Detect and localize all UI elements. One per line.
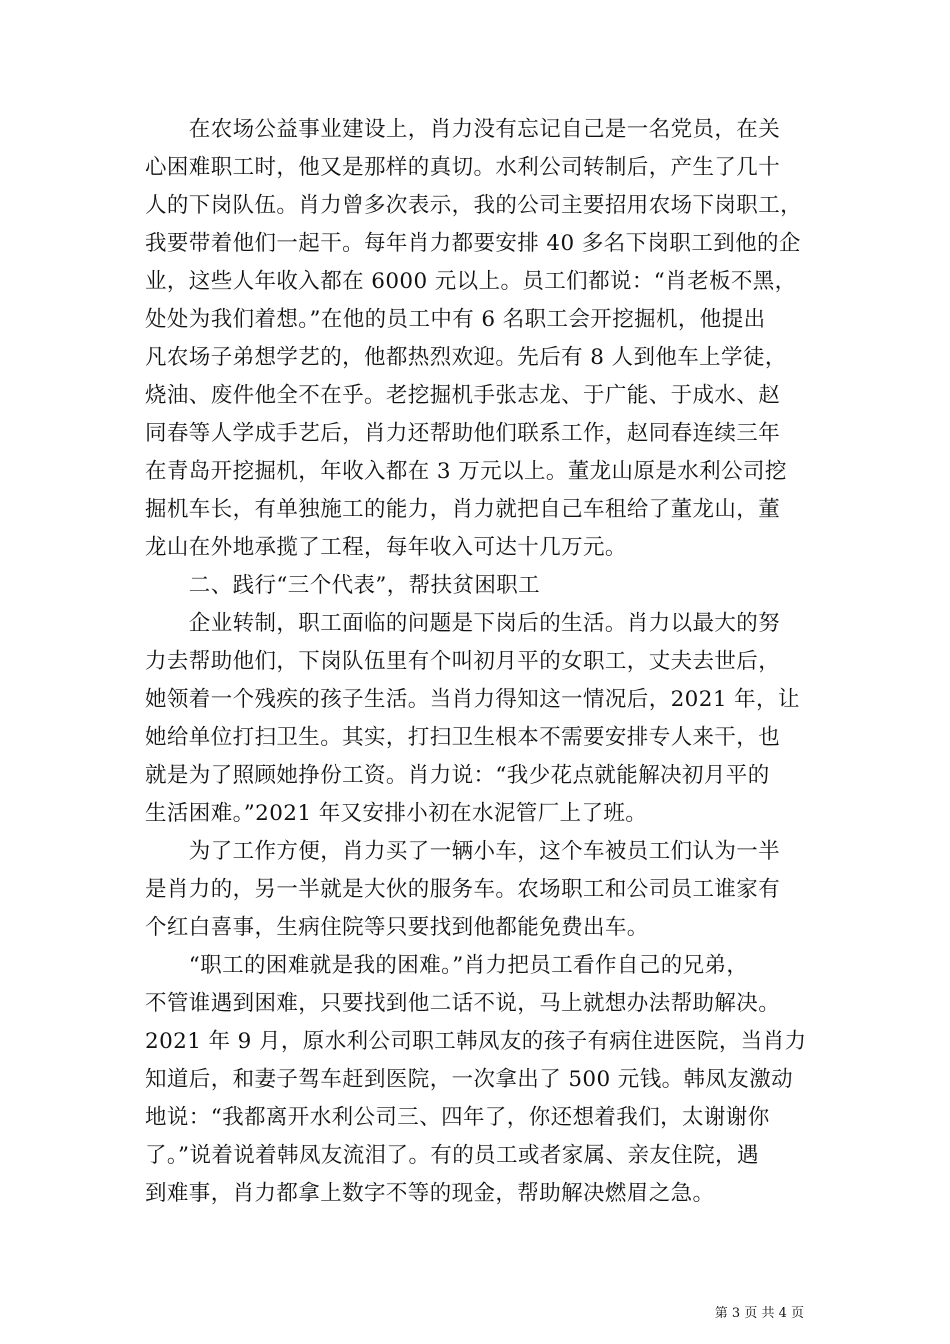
body-text	[145, 111, 810, 1213]
text-line: 知道后，和妻子驾车赶到医院，一次拿出了 500 元钱。韩凤友激动	[145, 1067, 794, 1092]
text-line: 为了工作方便，肖力买了一辆小车，这个车被员工们认为一半	[145, 839, 781, 864]
text-line: 龙山在外地承揽了工程，每年收入可达十几万元。	[145, 535, 627, 560]
text-line: 在青岛开挖掘机，年收入都在 3 万元以上。董龙山原是水利公司挖	[145, 459, 787, 484]
text-line: 地说：“我都离开水利公司三、四年了，你还想着我们，太谢谢你	[145, 1105, 770, 1130]
text-line: 业，这些人年收入都在 6000 元以上。员工们都说：“肖老板不黑，	[145, 269, 797, 294]
text-line: 在农场公益事业建设上，肖力没有忘记自己是一名党员，在关	[145, 117, 781, 142]
text-line: 我要带着他们一起干。每年肖力都要安排 40 多名下岗职工到他的企	[145, 231, 801, 256]
section-heading: 二、践行“三个代表”，帮扶贫困职工	[145, 573, 541, 598]
text-line: 了。”说着说着韩凤友流泪了。有的员工或者家属、亲友住院，遇	[145, 1143, 759, 1168]
text-line: 掘机车长，有单独施工的能力，肖力就把自己车租给了董龙山，董	[145, 497, 781, 522]
text-line: 心困难职工时，他又是那样的真切。水利公司转制后，产生了几十	[145, 155, 781, 180]
text-line: 烧油、废件他全不在乎。老挖掘机手张志龙、于广能、于成水、赵	[145, 383, 781, 408]
text-line: 企业转制，职工面临的问题是下岗后的生活。肖力以最大的努	[145, 611, 781, 636]
text-line: 个红白喜事，生病住院等只要找到他都能免费出车。	[145, 915, 649, 940]
text-line: “职工的困难就是我的困难。”肖力把员工看作自己的兄弟，	[145, 953, 749, 978]
text-line: 她给单位打扫卫生。其实，打扫卫生根本不需要安排专人来干，也	[145, 725, 781, 750]
text-line: 不管谁遇到困难，只要找到他二话不说，马上就想办法帮助解决。	[145, 991, 781, 1016]
text-line: 人的下岗队伍。肖力曾多次表示，我的公司主要招用农场下岗职工，	[145, 193, 803, 218]
text-line: 是肖力的，另一半就是大伙的服务车。农场职工和公司员工谁家有	[145, 877, 781, 902]
text-line: 处处为我们着想。”在他的员工中有 6 名职工会开挖掘机，他提出	[145, 307, 766, 332]
text-line: 2021 年 9 月，原水利公司职工韩凤友的孩子有病住进医院，当肖力	[145, 1029, 807, 1054]
text-line: 同春等人学成手艺后，肖力还帮助他们联系工作，赵同春连续三年	[145, 421, 781, 446]
text-line: 凡农场子弟想学艺的，他都热烈欢迎。先后有 8 人到他车上学徒，	[145, 345, 787, 370]
page-number: 第 3 页 共 4 页	[714, 1306, 804, 1321]
text-line: 到难事，肖力都拿上数字不等的现金，帮助解决燃眉之急。	[145, 1181, 715, 1206]
text-line: 她领着一个残疾的孩子生活。当肖力得知这一情况后，2021 年，让	[145, 687, 800, 712]
text-line: 就是为了照顾她挣份工资。肖力说：“我少花点就能解决初月平的	[145, 763, 770, 788]
text-line: 力去帮助他们，下岗队伍里有个叫初月平的女职工，丈夫去世后，	[145, 649, 781, 674]
text-line: 生活困难。”2021 年又安排小初在水泥管厂上了班。	[145, 801, 648, 826]
